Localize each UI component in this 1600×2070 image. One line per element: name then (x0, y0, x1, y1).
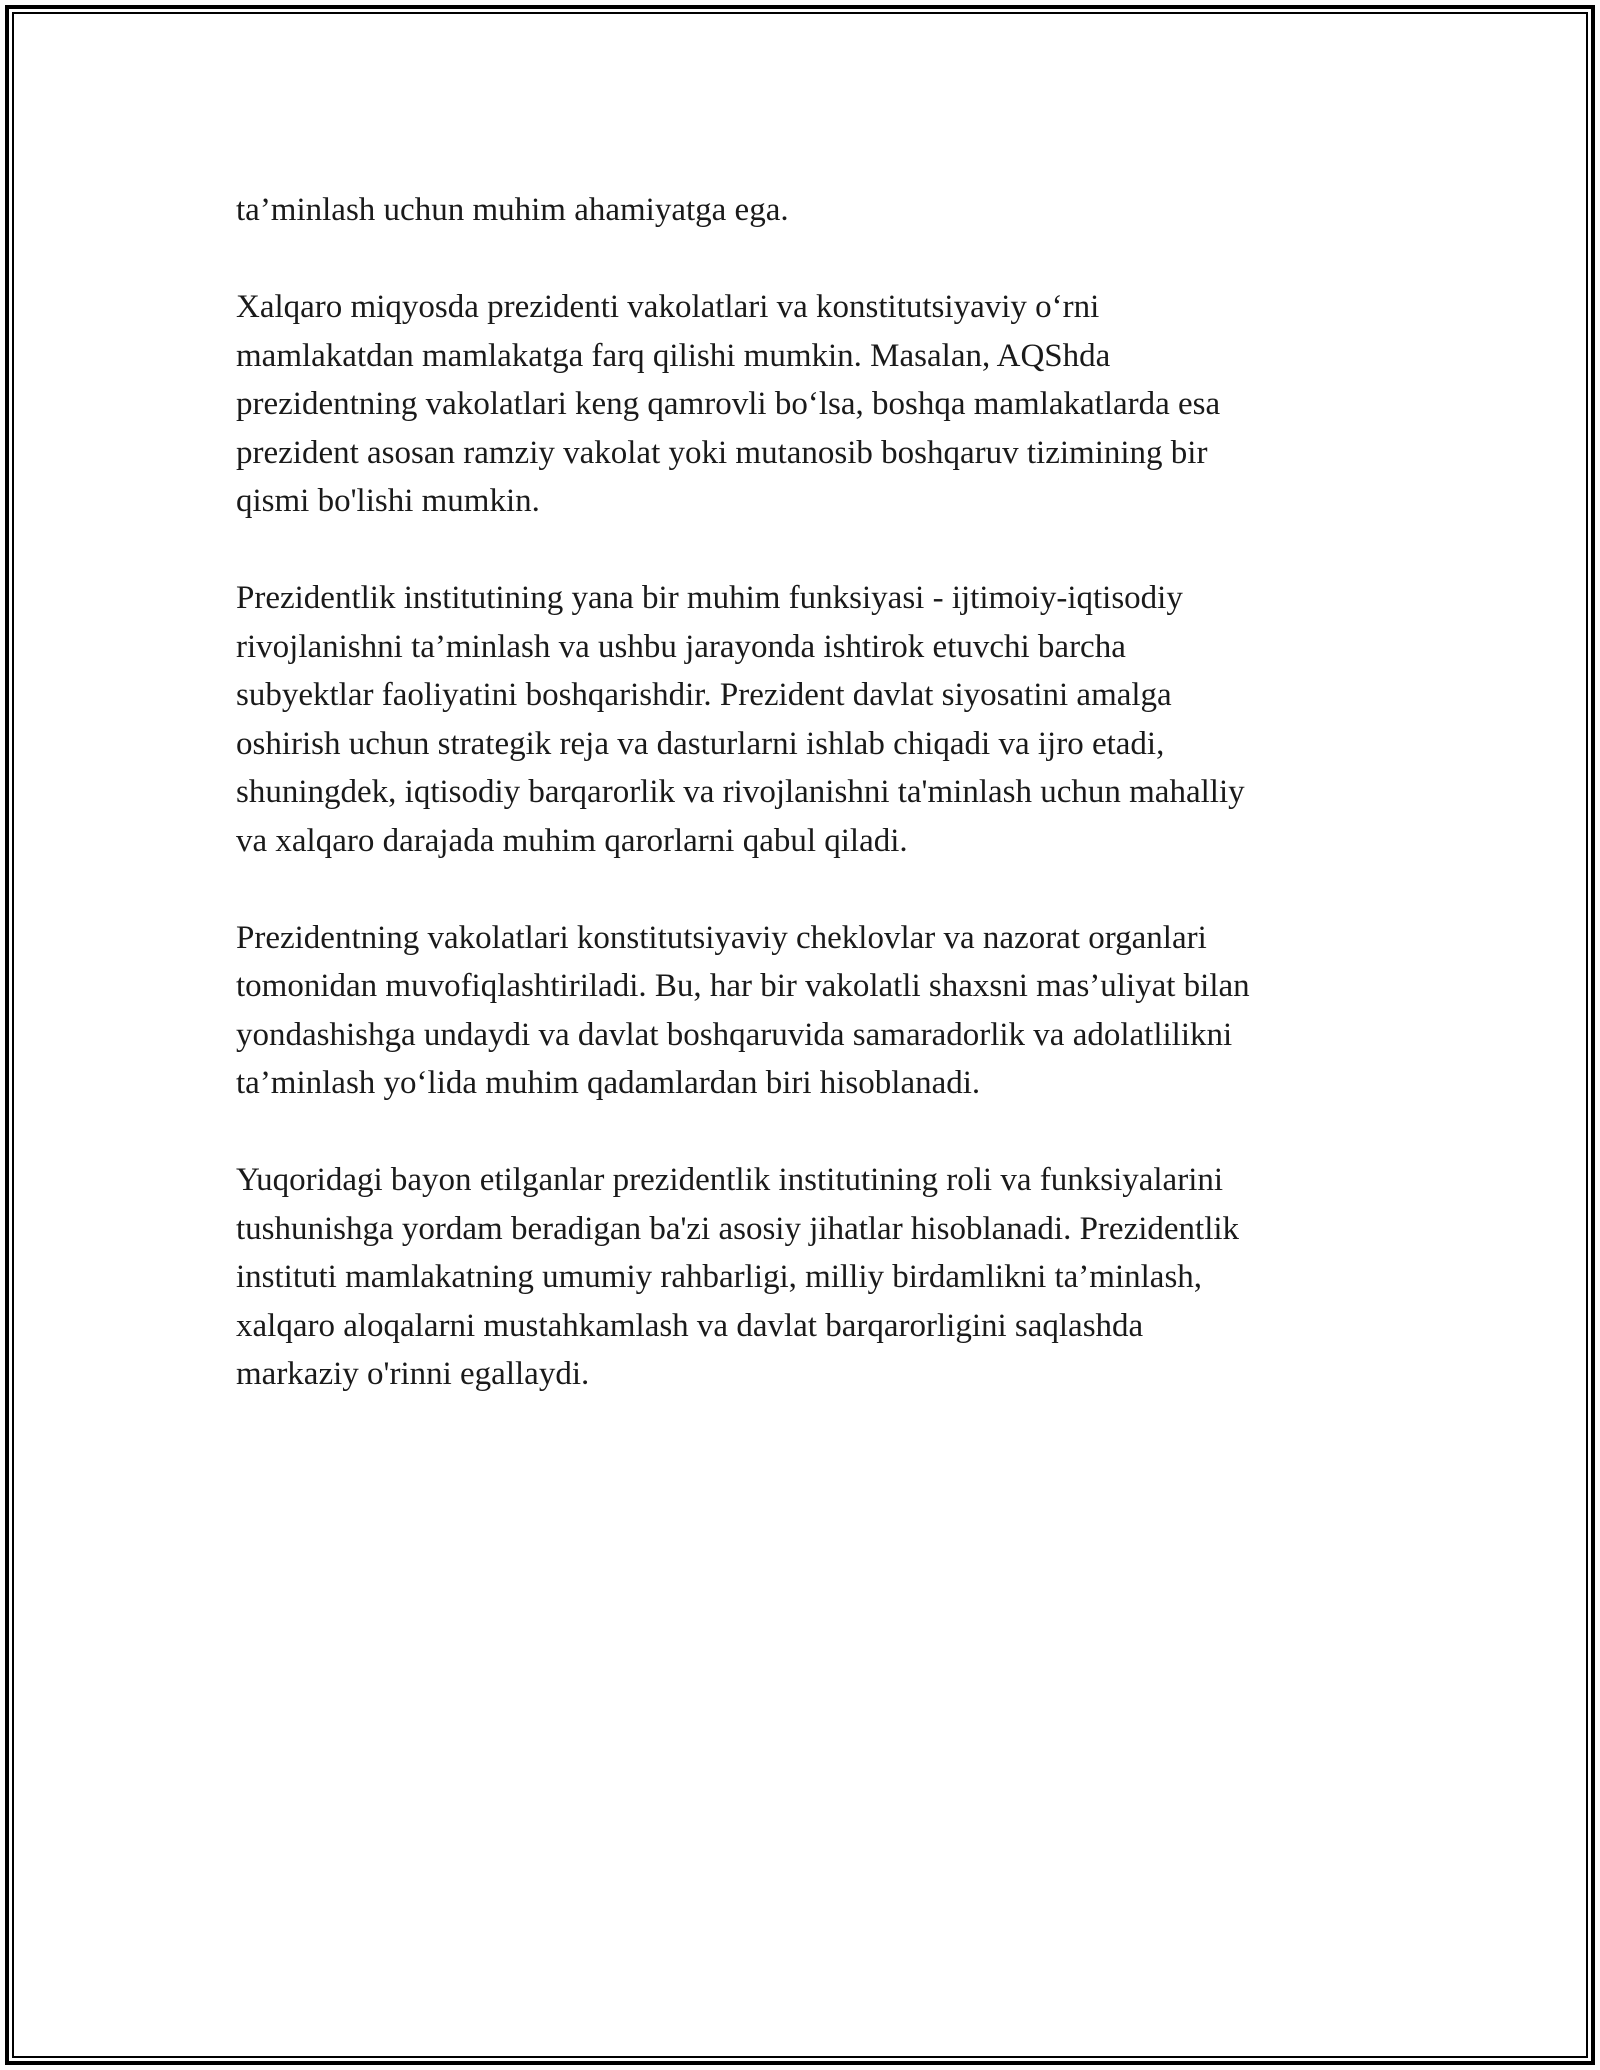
text-line: prezidentning vakolatlari keng qamrovli bo‘lsa, boshqa mamlakatlarda esa (236, 386, 1221, 422)
paragraph (236, 574, 1386, 865)
text-line: va xalqaro darajada muhim qarorlarni qabul qiladi. (236, 822, 908, 859)
text-line: Prezidentning vakolatlari konstitutsiyaviy cheklovlar va nazorat organlari (236, 919, 1207, 956)
paragraph (236, 914, 1386, 1108)
text-line: prezident asosan ramziy vakolat yoki mutanosib boshqaruv tizimining bir (236, 434, 1208, 471)
text-line: qismi bo'lishi mumkin. (236, 483, 540, 519)
text-line: ta’minlash yo‘lida muhim qadamlardan biri hisoblanadi. (236, 1065, 981, 1101)
text-line: instituti mamlakatning umumiy rahbarligi, milliy birdamlikni ta’minlash, (236, 1259, 1203, 1295)
text-line: rivojlanishni ta’minlash va ushbu jarayonda ishtirok etuvchi barcha (236, 628, 1126, 665)
text-line: Yuqoridagi bayon etilganlar prezidentlik institutining roli va funksiyalarini (236, 1162, 1224, 1198)
text-line: tomonidan muvofiqlashtiriladi. Bu, har bir vakolatli shaxsni mas’uliyat bilan (236, 968, 1250, 1004)
text-line: tushunishga yordam beradigan ba'zi asosiy jihatlar hisoblanadi. Prezidentlik (236, 1210, 1240, 1247)
text-line: Prezidentlik institutining yana bir muhim funksiyasi - ijtimoiy-iqtisodiy (236, 580, 1183, 616)
text-line: markaziy o'rinni egallaydi. (236, 1356, 590, 1392)
paragraph (236, 186, 1386, 235)
document-body (236, 186, 1386, 1447)
paragraph (236, 283, 1386, 526)
text-line: yondashishga undaydi va davlat boshqaruvida samaradorlik va adolatlilikni (236, 1016, 1233, 1053)
text-line: subyektlar faoliyatini boshqarishdir. Prezident davlat siyosatini amalga (236, 677, 1172, 713)
text-line: shuningdek, iqtisodiy barqarorlik va rivojlanishni ta'minlash uchun mahalliy (236, 774, 1245, 810)
text-line: mamlakatdan mamlakatga farq qilishi mumkin. Masalan, AQShda (236, 337, 1111, 374)
text-line: Xalqaro miqyosda prezidenti vakolatlari va konstitutsiyaviy o‘rni (236, 289, 1100, 325)
text-line: xalqaro aloqalarni mustahkamlash va davlat barqarorligini saqlashda (236, 1307, 1144, 1344)
text-line: ta’minlash uchun muhim ahamiyatga ega. (236, 192, 789, 228)
text-line: oshirish uchun strategik reja va dasturlarni ishlab chiqadi va ijro etadi, (236, 725, 1165, 762)
paragraph (236, 1156, 1386, 1399)
